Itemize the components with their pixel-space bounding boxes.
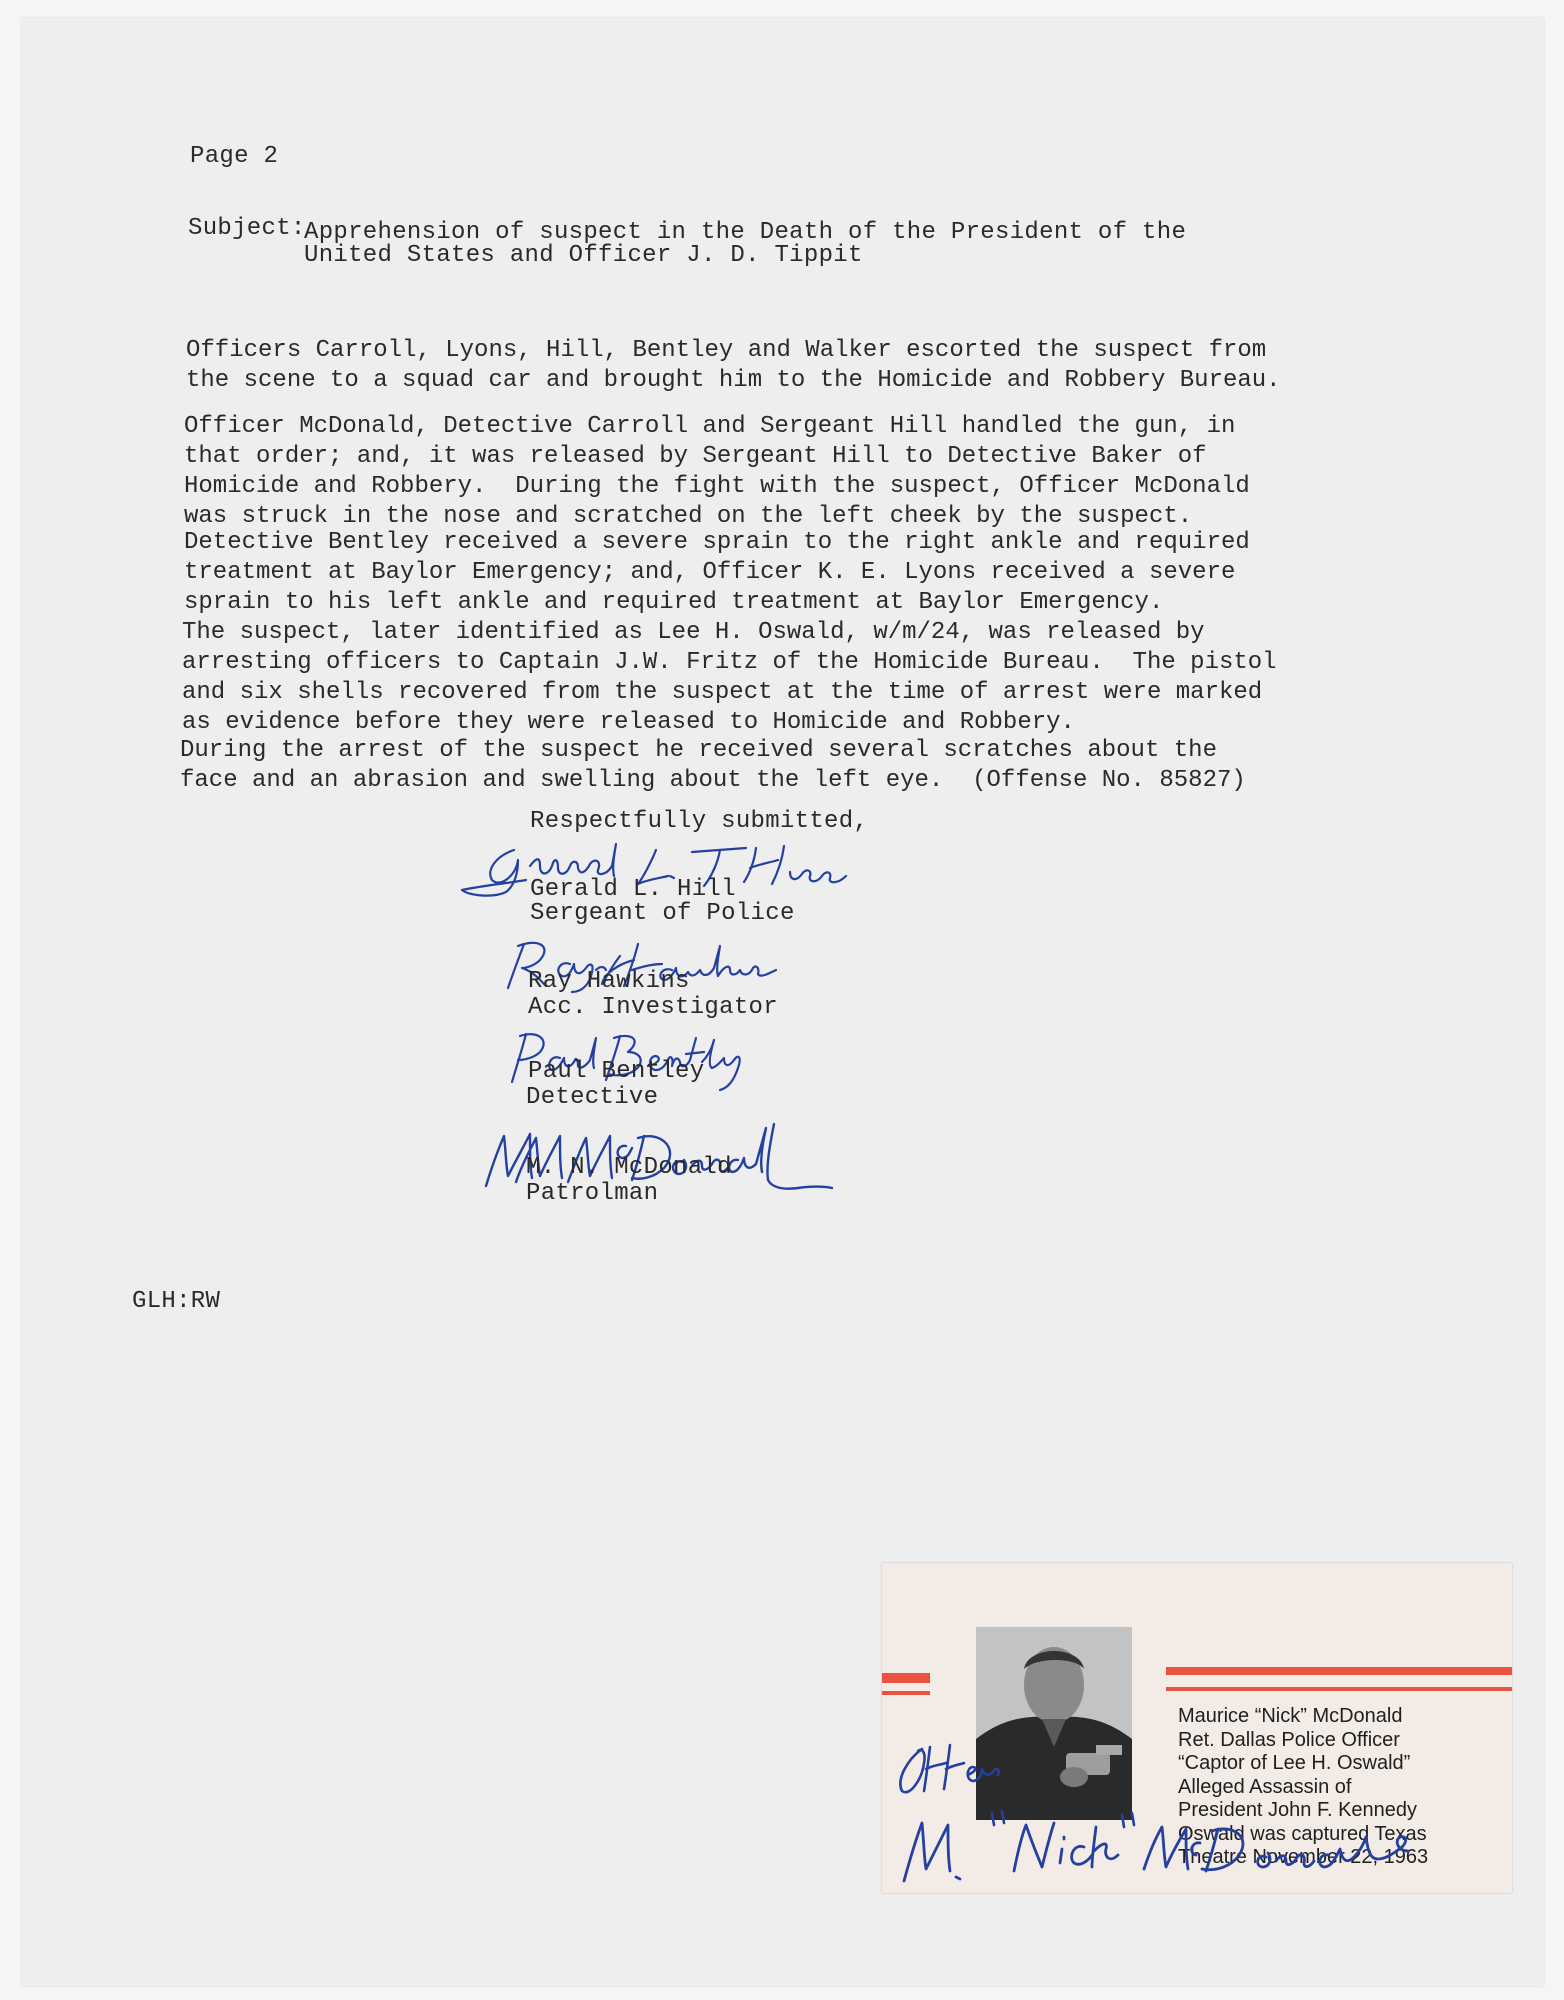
paragraph-line: arresting officers to Captain J.W. Fritz of the Homicide Bureau. The pistol xyxy=(182,649,1277,676)
paragraph-line: as evidence before they were released to Homicide and Robbery. xyxy=(182,709,1075,736)
card-stripe xyxy=(882,1691,930,1695)
officer-photo xyxy=(976,1627,1132,1820)
subject-line-1: Apprehension of suspect in the Death of the President of the xyxy=(304,219,1187,246)
signatory-title: Sergeant of Police xyxy=(530,900,795,927)
card-stripe xyxy=(1166,1667,1512,1675)
signatory-name: M. N. McDonald xyxy=(526,1154,732,1181)
signatory-name: Gerald L. Hill xyxy=(530,876,736,903)
card-caption-line: “Captor of Lee H. Oswald” xyxy=(1178,1752,1411,1774)
paragraph-line: Homicide and Robbery. During the fight with the suspect, Officer McDonald xyxy=(184,473,1250,500)
card-stripe xyxy=(882,1673,930,1683)
card-caption-line: Maurice “Nick” McDonald xyxy=(1178,1705,1403,1727)
paragraph-line: Detective Bentley received a severe sprain to the right ankle and required xyxy=(184,529,1250,556)
paragraph-arrest xyxy=(180,736,1246,796)
paragraph-line: the scene to a squad car and brought him to the Homicide and Robbery Bureau. xyxy=(186,367,1281,394)
page-number: Page 2 xyxy=(190,143,279,170)
subject-line-2: United States and Officer J. D. Tippit xyxy=(304,242,863,269)
paragraph-injuries xyxy=(184,528,1250,618)
paragraph-suspect xyxy=(182,618,1277,738)
card-caption-line: Theatre November 22, 1963 xyxy=(1178,1846,1429,1868)
paragraph-line: The suspect, later identified as Lee H. Oswald, w/m/24, was released by xyxy=(182,619,1205,646)
paragraph-gun xyxy=(184,412,1250,532)
signatory-name: Ray Hawkins xyxy=(528,968,690,995)
paragraph-escort xyxy=(186,336,1281,396)
paragraph-line: During the arrest of the suspect he received several scratches about the xyxy=(180,737,1217,764)
subject-label: Subject: xyxy=(188,215,306,242)
paragraph-line: sprain to his left ankle and required treatment at Baylor Emergency. xyxy=(184,589,1164,616)
paragraph-line: Officer McDonald, Detective Carroll and Sergeant Hill handled the gun, in xyxy=(184,413,1236,440)
paragraph-line: that order; and, it was released by Sergeant Hill to Detective Baker of xyxy=(184,443,1207,470)
signatory-title: Detective xyxy=(526,1084,659,1111)
card-caption-line: President John F. Kennedy xyxy=(1178,1799,1418,1821)
paragraph-line: Officers Carroll, Lyons, Hill, Bentley and Walker escorted the suspect from xyxy=(186,337,1267,364)
card-caption xyxy=(1178,1705,1428,1870)
paragraph-line: was struck in the nose and scratched on the left cheek by the suspect. xyxy=(184,503,1193,530)
signatory-name: Paul Bentley xyxy=(528,1058,705,1085)
card-caption-line: Alleged Assassin of xyxy=(1178,1775,1352,1798)
autograph-card xyxy=(882,1563,1512,1893)
reference-initials: GLH:RW xyxy=(132,1288,221,1315)
paragraph-line: face and an abrasion and swelling about the left eye. (Offense No. 85827) xyxy=(180,767,1246,794)
card-caption-line: Oswald was captured Texas xyxy=(1178,1822,1427,1845)
paragraph-line: treatment at Baylor Emergency; and, Officer K. E. Lyons received a severe xyxy=(184,559,1236,586)
signatory-title: Acc. Investigator xyxy=(528,994,778,1021)
signatory-title: Patrolman xyxy=(526,1180,659,1207)
card-stripe xyxy=(1166,1687,1512,1691)
closing: Respectfully submitted, xyxy=(530,808,869,835)
card-caption-line: Ret. Dallas Police Officer xyxy=(1178,1728,1400,1751)
paragraph-line: and six shells recovered from the suspect at the time of arrest were marked xyxy=(182,679,1263,706)
